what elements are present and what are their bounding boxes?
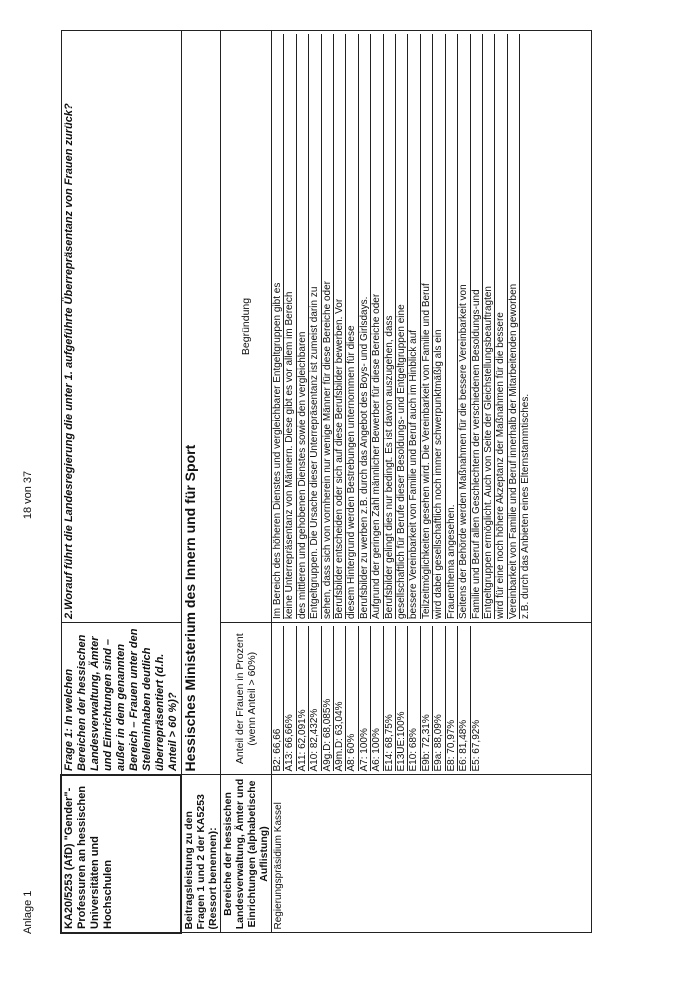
reason-line: Berufsbilder zu werben z.B. durch das Angebot des Boys- und Girlsdays. bbox=[359, 34, 371, 619]
share-list bbox=[272, 623, 482, 775]
contribution-row bbox=[181, 31, 221, 934]
share-value: B2: 66,66 bbox=[272, 626, 284, 772]
share-value: E9a: 88,09% bbox=[433, 626, 445, 772]
reason-line: Entgeltgruppen ermöglicht. Auch von Seite der Gleichstellungsbeauftragten bbox=[483, 34, 495, 619]
question-1: Frage 1: In welchen Bereichen der hessischen Landesverwaltung, Ämter und Einrichtungen sind – außer in dem genannten Bereich – Frauen unter den Stelleninhaben deutlich überrepräsentiert (d.h. Anteil > 60 %)? bbox=[61, 623, 181, 776]
page-number: 18 von 37 bbox=[22, 470, 34, 520]
share-value: A11: 62,091% bbox=[297, 626, 309, 772]
reason-line: bessere Vereinbarkeit von Familie und Beruf auch im Hinblick auf bbox=[408, 34, 420, 619]
table-row bbox=[272, 31, 592, 934]
reason-line: wird dabei gesellschaftlich noch immer schwerpunktmäßig als ein bbox=[433, 34, 445, 619]
reason-line: Frauenthema angesehen. bbox=[446, 34, 458, 619]
reason-line: Berufsbilder entscheiden oder sich auf diese Berufsbilder bewerben. Vor bbox=[334, 34, 346, 619]
share-value: A6: 100% bbox=[371, 626, 383, 772]
reason-line: Teilzeitmöglichkeiten gesehen wird. Die Vereinbarkeit von Familie und Beruf bbox=[421, 34, 433, 619]
share-value: E8: 70,97% bbox=[446, 626, 458, 772]
reason-line: Entgeltgruppen. Die Ursache dieser Unterrepräsentanz ist zumeist darin zu bbox=[309, 34, 321, 619]
reason-cell bbox=[272, 31, 592, 623]
column-header-areas: Bereiche der hessischen Landesverwaltung, Ämter und Einrichtungen (alphabetische Auflistung) bbox=[221, 775, 272, 933]
area-cell bbox=[272, 775, 592, 933]
share-value: A7: 100% bbox=[359, 626, 371, 772]
table-header-row bbox=[61, 31, 181, 934]
reason-line: Aufgrund der geringen Zahl männlicher Bewerber für diese Bereiche oder bbox=[371, 34, 383, 619]
question-2: 2.Worauf führt die Landesregierung die unter 1. aufgeführte Überrepräsentanz von Frauen zurück? bbox=[61, 31, 181, 623]
reason-line: wird für eine noch höhere Akzeptanz der Maßnahmen für die bessere bbox=[495, 34, 507, 619]
reason-line: diesem Hintergrund werden Bestrebungen unternommen für diese bbox=[346, 34, 358, 619]
reason-line: sehen, dass sich von vornherein nur wenige Männer für diese Bereiche oder bbox=[322, 34, 334, 619]
share-value: E9b: 72,31% bbox=[421, 626, 433, 772]
share-value: A9g.D: 68,085% bbox=[322, 626, 334, 772]
ministry-name: Hessisches Ministerium des Innern und für Sport bbox=[181, 31, 221, 776]
reason-line: gesellschaftlich für Berufe dieser Besoldungs- und Entgeltgruppen eine bbox=[396, 34, 408, 619]
reason-line: des mittleren und gehobenen Dienstes sowie den vergleichbaren bbox=[297, 34, 309, 619]
share-value: A10: 82,432% bbox=[309, 626, 321, 772]
reason-line: Im Bereich des höheren Dienstes und vergleichbarer Entgeltgruppen gibt es bbox=[272, 34, 284, 619]
annex-label: Anlage 1 bbox=[22, 890, 34, 934]
answer-table bbox=[60, 30, 592, 934]
request-title: KA20/5253 (AfD) "Gender"-Professuren an hessischen Universitäten und Hochschulen bbox=[61, 775, 181, 933]
share-value: E14: 68,75% bbox=[384, 626, 396, 772]
share-value: E10: 68% bbox=[408, 626, 420, 772]
reason-line: Vereinbarkeit von Familie und Beruf innerhalb der Mitarbeitenden geworben bbox=[508, 34, 520, 619]
share-value: A9m.D: 63,04% bbox=[334, 626, 346, 772]
column-header-row bbox=[221, 31, 272, 934]
reason-line: Familie und Beruf allen Geschlechtern der verschiedenen Besoldungs-und bbox=[471, 34, 483, 619]
area-name: Regierungspräsidium Kassel bbox=[273, 802, 284, 930]
share-value: A13: 66,66% bbox=[284, 626, 296, 772]
reason-line: Berufsbilder gelingt dies nur bedingt. Es ist davon auszugehen, dass bbox=[384, 34, 396, 619]
share-value: E6: 81,48% bbox=[458, 626, 470, 772]
share-value: E5: 67,92% bbox=[470, 719, 482, 772]
column-header-share: Anteil der Frauen in Prozent (wenn Anteil > 60%) bbox=[221, 623, 272, 776]
share-value: E13UE:100% bbox=[396, 626, 408, 772]
share-value: A8: 60% bbox=[346, 626, 358, 772]
reason-line: Seitens der Behörde werden Maßnahmen für die bessere Vereinbarkeit von bbox=[458, 34, 470, 619]
reason-line: z.B. durch das Anbieten eines Elternstammtisches. bbox=[520, 393, 532, 619]
share-cell bbox=[272, 623, 592, 776]
reason-line: keine Unterrepräsentanz von Männern. Diese gibt es vor allem im Bereich bbox=[284, 34, 296, 619]
reason-text bbox=[272, 31, 532, 622]
column-header-reason: Begründung bbox=[221, 31, 272, 623]
contribution-label: Beitragsleistung zu den Fragen 1 und 2 der KA5253 (Ressort benennen): bbox=[181, 775, 221, 933]
